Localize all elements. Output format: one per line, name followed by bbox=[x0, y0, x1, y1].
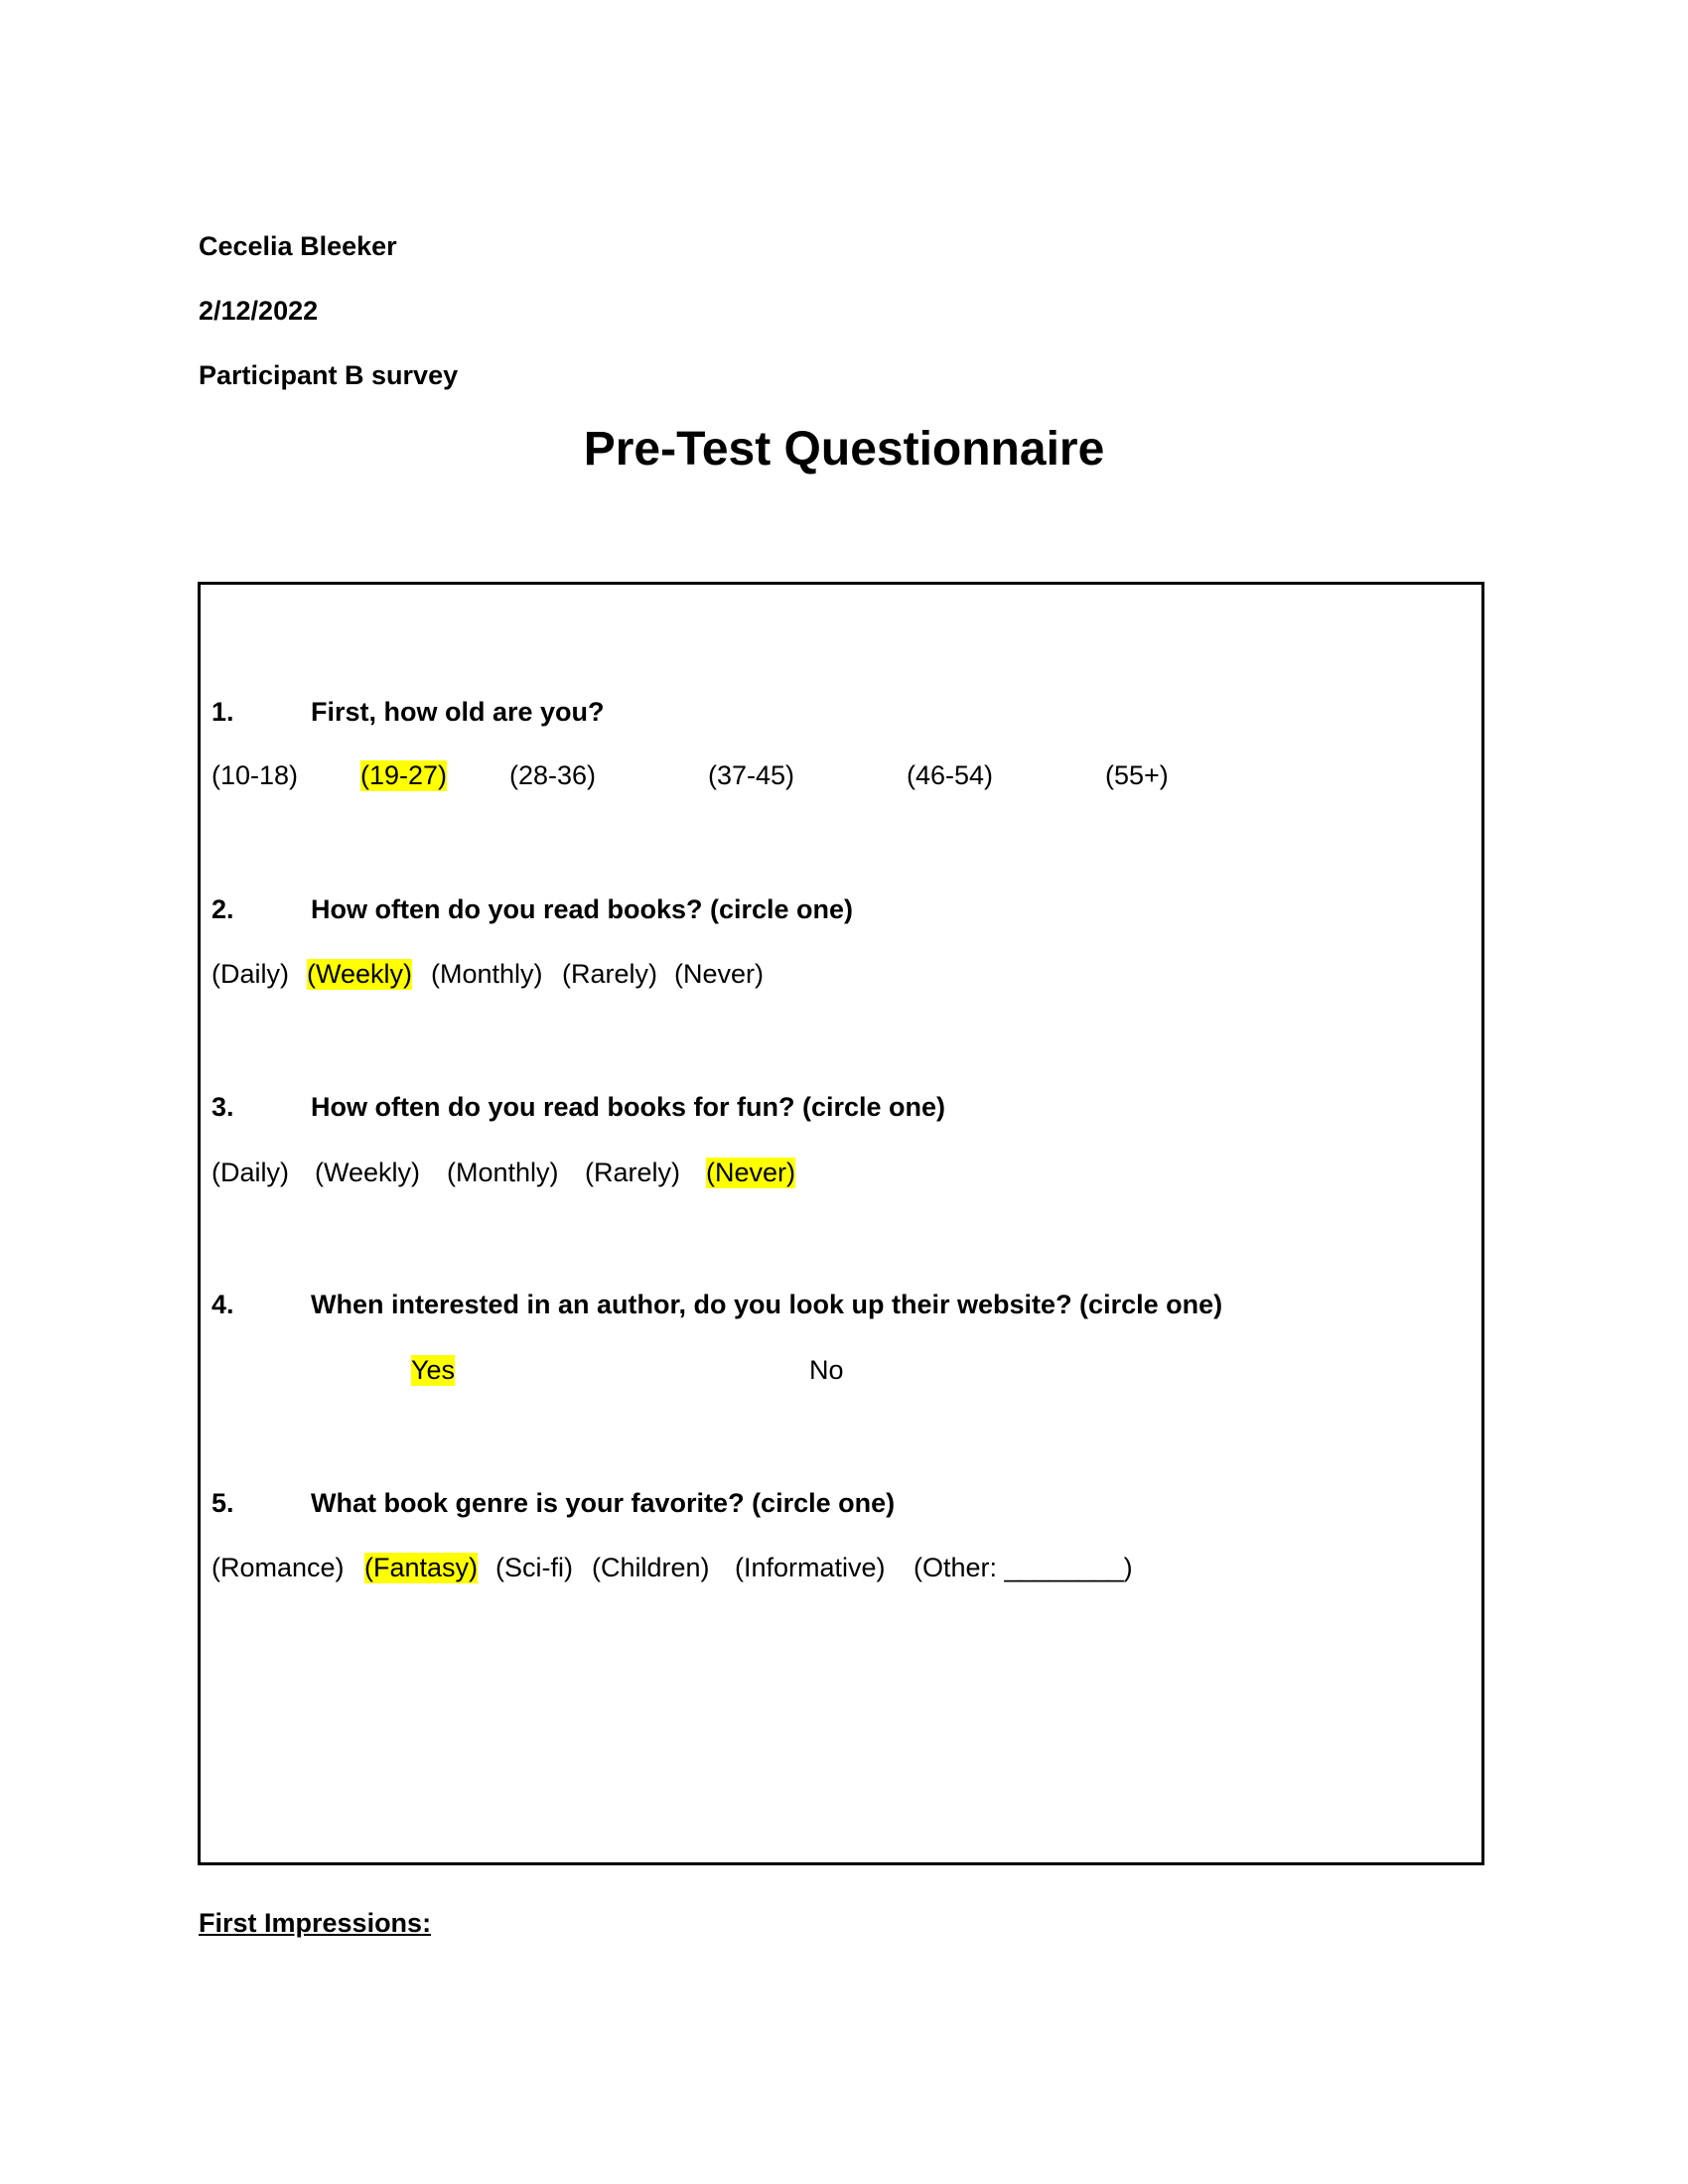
option-children[interactable]: (Children) bbox=[592, 1553, 710, 1582]
option-weekly[interactable]: (Weekly) bbox=[315, 1158, 421, 1187]
option-weekly-selected[interactable]: (Weekly) bbox=[307, 959, 413, 989]
option-no[interactable]: No bbox=[809, 1355, 844, 1385]
option-10-18[interactable]: (10-18) bbox=[211, 760, 299, 790]
option-fantasy-selected[interactable]: (Fantasy) bbox=[364, 1553, 479, 1582]
question-number: 4. bbox=[211, 1290, 234, 1319]
question-text: First, how old are you? bbox=[311, 697, 605, 727]
option-never-selected[interactable]: (Never) bbox=[706, 1158, 796, 1187]
survey-date: 2/12/2022 bbox=[199, 296, 319, 326]
option-informative[interactable]: (Informative) bbox=[735, 1553, 886, 1582]
option-daily[interactable]: (Daily) bbox=[211, 1158, 289, 1187]
option-rarely[interactable]: (Rarely) bbox=[562, 959, 658, 989]
question-number: 3. bbox=[211, 1092, 234, 1122]
option-sci-fi[interactable]: (Sci-fi) bbox=[495, 1553, 573, 1582]
question-text: How often do you read books? (circle one) bbox=[311, 894, 854, 924]
option-other[interactable]: (Other: ________) bbox=[914, 1553, 1133, 1582]
option-romance[interactable]: (Romance) bbox=[211, 1553, 345, 1582]
question-number: 1. bbox=[211, 697, 234, 727]
survey-label: Participant B survey bbox=[199, 360, 459, 390]
option-daily[interactable]: (Daily) bbox=[211, 959, 289, 989]
author-name: Cecelia Bleeker bbox=[199, 231, 397, 261]
option-yes-selected[interactable]: Yes bbox=[411, 1355, 456, 1385]
option-55-plus[interactable]: (55+) bbox=[1105, 760, 1169, 790]
option-never[interactable]: (Never) bbox=[674, 959, 765, 989]
option-monthly[interactable]: (Monthly) bbox=[447, 1158, 559, 1187]
question-text: How often do you read books for fun? (circle one) bbox=[311, 1092, 946, 1122]
option-46-54[interactable]: (46-54) bbox=[907, 760, 994, 790]
option-19-27-selected[interactable]: (19-27) bbox=[360, 760, 448, 790]
page-title: Pre-Test Questionnaire bbox=[583, 423, 1105, 476]
option-37-45[interactable]: (37-45) bbox=[708, 760, 795, 790]
question-number: 5. bbox=[211, 1488, 234, 1518]
option-monthly[interactable]: (Monthly) bbox=[431, 959, 543, 989]
question-number: 2. bbox=[211, 894, 234, 924]
question-text: What book genre is your favorite? (circle one) bbox=[311, 1488, 896, 1518]
question-text: When interested in an author, do you look up their website? (circle one) bbox=[311, 1290, 1223, 1319]
option-28-36[interactable]: (28-36) bbox=[509, 760, 597, 790]
option-rarely[interactable]: (Rarely) bbox=[585, 1158, 681, 1187]
first-impressions-heading: First Impressions: bbox=[199, 1908, 432, 1938]
